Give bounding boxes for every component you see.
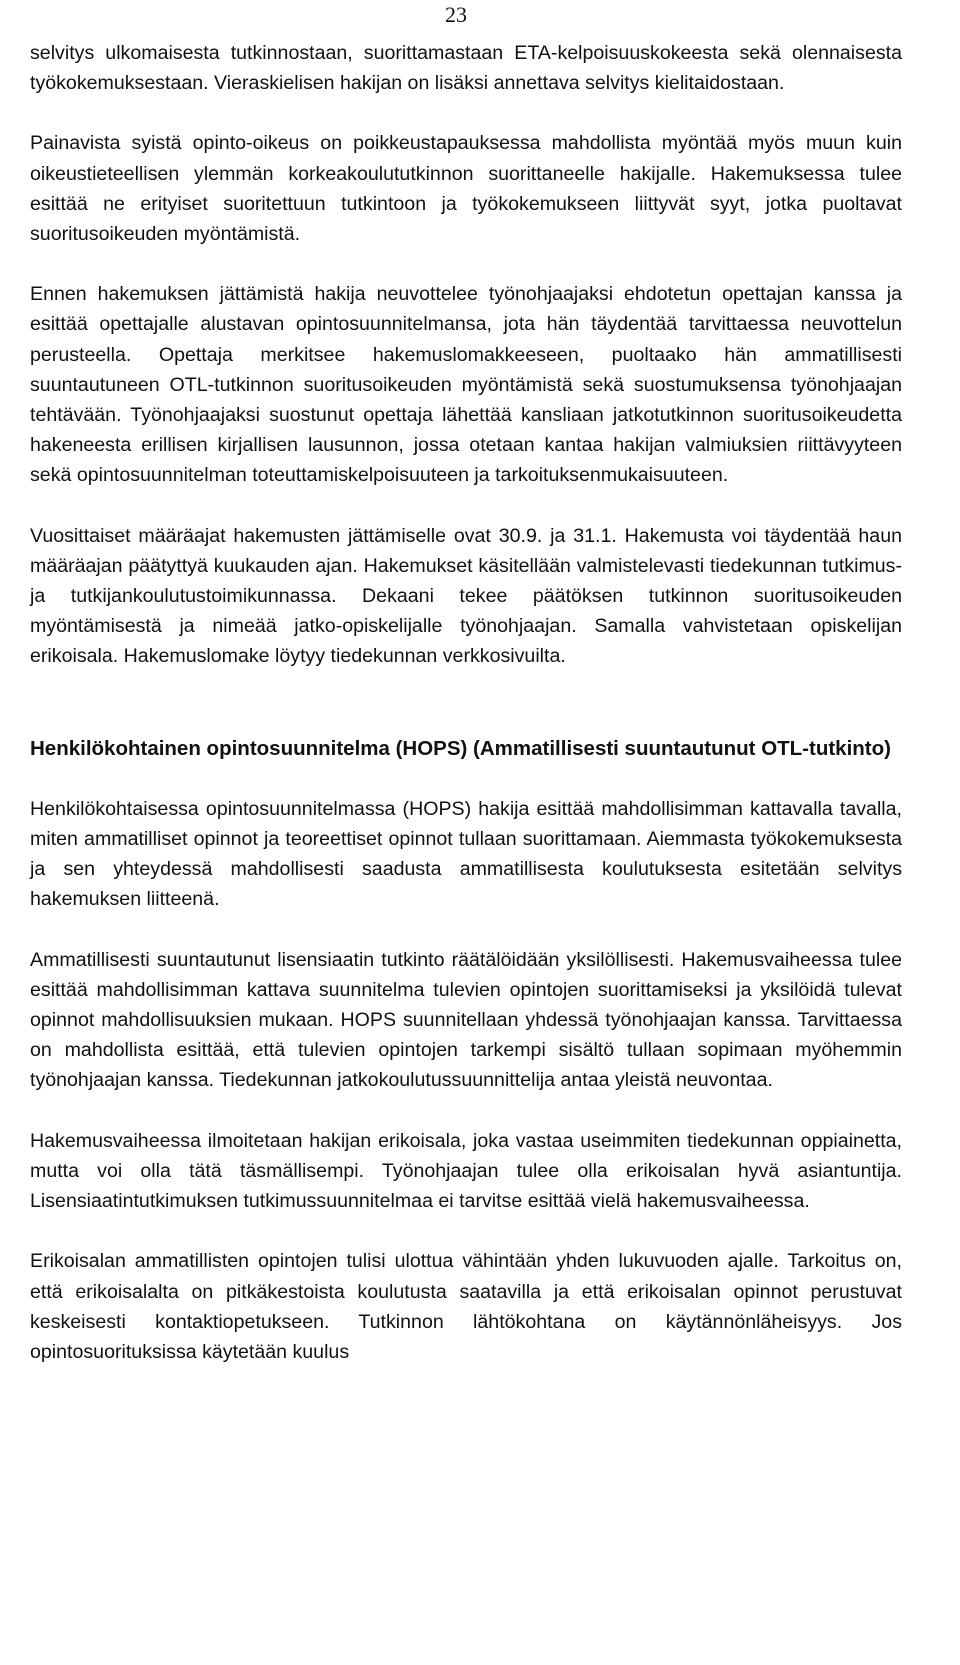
document-body [30,38,902,1367]
paragraph-application-deadlines: Vuosittaiset määräajat hakemusten jättämiselle ovat 30.9. ja 31.1. Hakemusta voi täydentää haun määräajan päätyttyä kuukauden ajan. Hakemukset käsitellään valmistelevasti tiedekunnan tutkimus- ja tutkijankoulutustoimikunnassa. Dekaani tekee päätöksen tutkinnon suoritusoikeuden myöntämisestä ja nimeää jatko-opiskelijalle työnohjaajan. Samalla vahvistetaan opiskelijan erikoisala. Hakemuslomake löytyy tiedekunnan verkkosivuilta. [30,524,902,668]
paragraph-spacer [30,491,902,521]
paragraph-spacer [30,1096,902,1126]
paragraph-professional-studies-duration: Erikoisalan ammatillisten opintojen tulisi ulottua vähintään yhden lukuvuoden ajalle. Tarkoitus on, että erikoisalalta on pitkäkestoista koulutusta saatavilla ja että erikoisalan opinnot perustuvat keskeisesti kontaktiopetukseen. Tutkinnon lähtökohtana on käytännönläheisyys. Jos opintosuorituksissa käytetään kuulus [30,1250,902,1363]
paragraph-supervisor-negotiation: Ennen hakemuksen jättämistä hakija neuvottelee työnohjaajaksi ehdotetun opettajan kanssa ja esittää opettajalle alustavan opintosuunnitelmansa, jota hän täydentää tarvittaessa neuvottelun perusteella. Opettaja merkitsee hakemuslomakkeeseen, puoltaako hän ammatillisesti suuntautuneen OTL-tutkinnon suoritusoikeuden myöntämistä sekä suostumuksensa työnohjaajan tehtävään. Työnohjaajaksi suostunut opettaja lähettää kansliaan jatkotutkinnon suoritusoikeudetta hakeneesta erillisen kirjallisen lausunnon, jossa otetaan kantaa hakijan valmiuksien riittävyyteen sekä opintosuunnitelman toteuttamiskelpoisuuteen ja tarkoituksenmukaisuuteen. [30,283,902,487]
section-heading-hops: Henkilökohtainen opintosuunnitelma (HOPS) (Ammatillisesti suuntautunut OTL-tutkinto) [30,736,891,760]
paragraph-spacer [30,98,902,128]
paragraph-specialization-field: Hakemusvaiheessa ilmoitetaan hakijan erikoisala, joka vastaa useimmiten tiedekunnan oppiainetta, mutta voi olla tätä täsmällisempi. Työnohjaajan tulee olla erikoisalan hyvä asiantuntija. Lisensiaatintutkimuksen tutkimussuunnitelmaa ei tarvitse esittää vielä hakemusvaiheessa. [30,1129,902,1213]
section-spacer [30,672,902,734]
paragraph-application-documents: selvitys ulkomaisesta tutkinnostaan, suorittamastaan ETA-kelpoisuuskokeesta sekä olennaisesta työkokemuksestaan. Vieraskielisen hakijan on lisäksi annettava selvitys kielitaidostaan. [30,42,902,95]
paragraph-individual-tailoring: Ammatillisesti suuntautunut lisensiaatin tutkinto räätälöidään yksilöllisesti. Hakemusvaiheessa tulee esittää mahdollisimman kattava suunnitelma tulevien opintojen suorittamiseksi ja yksilöidä tulevat opinnot mahdollisuuksien mukaan. HOPS suunnitellaan yhdessä työnohjaajan kanssa. Tarvittaessa on mahdollista esittää, että tulevien opintojen tarkempi sisältö tullaan sopimaan myöhemmin työnohjaajan kanssa. Tiedekunnan jatkokoulutussuunnittelija antaa yleistä neuvontaa. [30,948,902,1092]
paragraph-spacer [30,915,902,945]
paragraph-exceptional-admission: Painavista syistä opinto-oikeus on poikkeustapauksessa mahdollista myöntää myös muun kuin oikeustieteellisen ylemmän korkeakoulututkinnon suorittaneelle hakijalle. Hakemuksessa tulee esittää ne erityiset suoritettuun tutkintoon ja työkokemukseen liittyvät syyt, jotka puoltavat suoritusoikeuden myöntämistä. [30,132,902,246]
paragraph-spacer [30,764,902,794]
paragraph-spacer [30,249,902,279]
page-number: 23 [445,2,467,27]
paragraph-spacer [30,1216,902,1246]
paragraph-hops-description: Henkilökohtaisessa opintosuunnitelmassa (HOPS) hakija esittää mahdollisimman kattavalla tavalla, miten ammatilliset opinnot ja teoreettiset opinnot tullaan suorittamaan. Aiemmasta työkokemuksesta ja sen yhteydessä mahdollisesti saadusta ammatillisesta koulutuksesta esitetään selvitys hakemuksen liitteenä. [30,797,902,911]
